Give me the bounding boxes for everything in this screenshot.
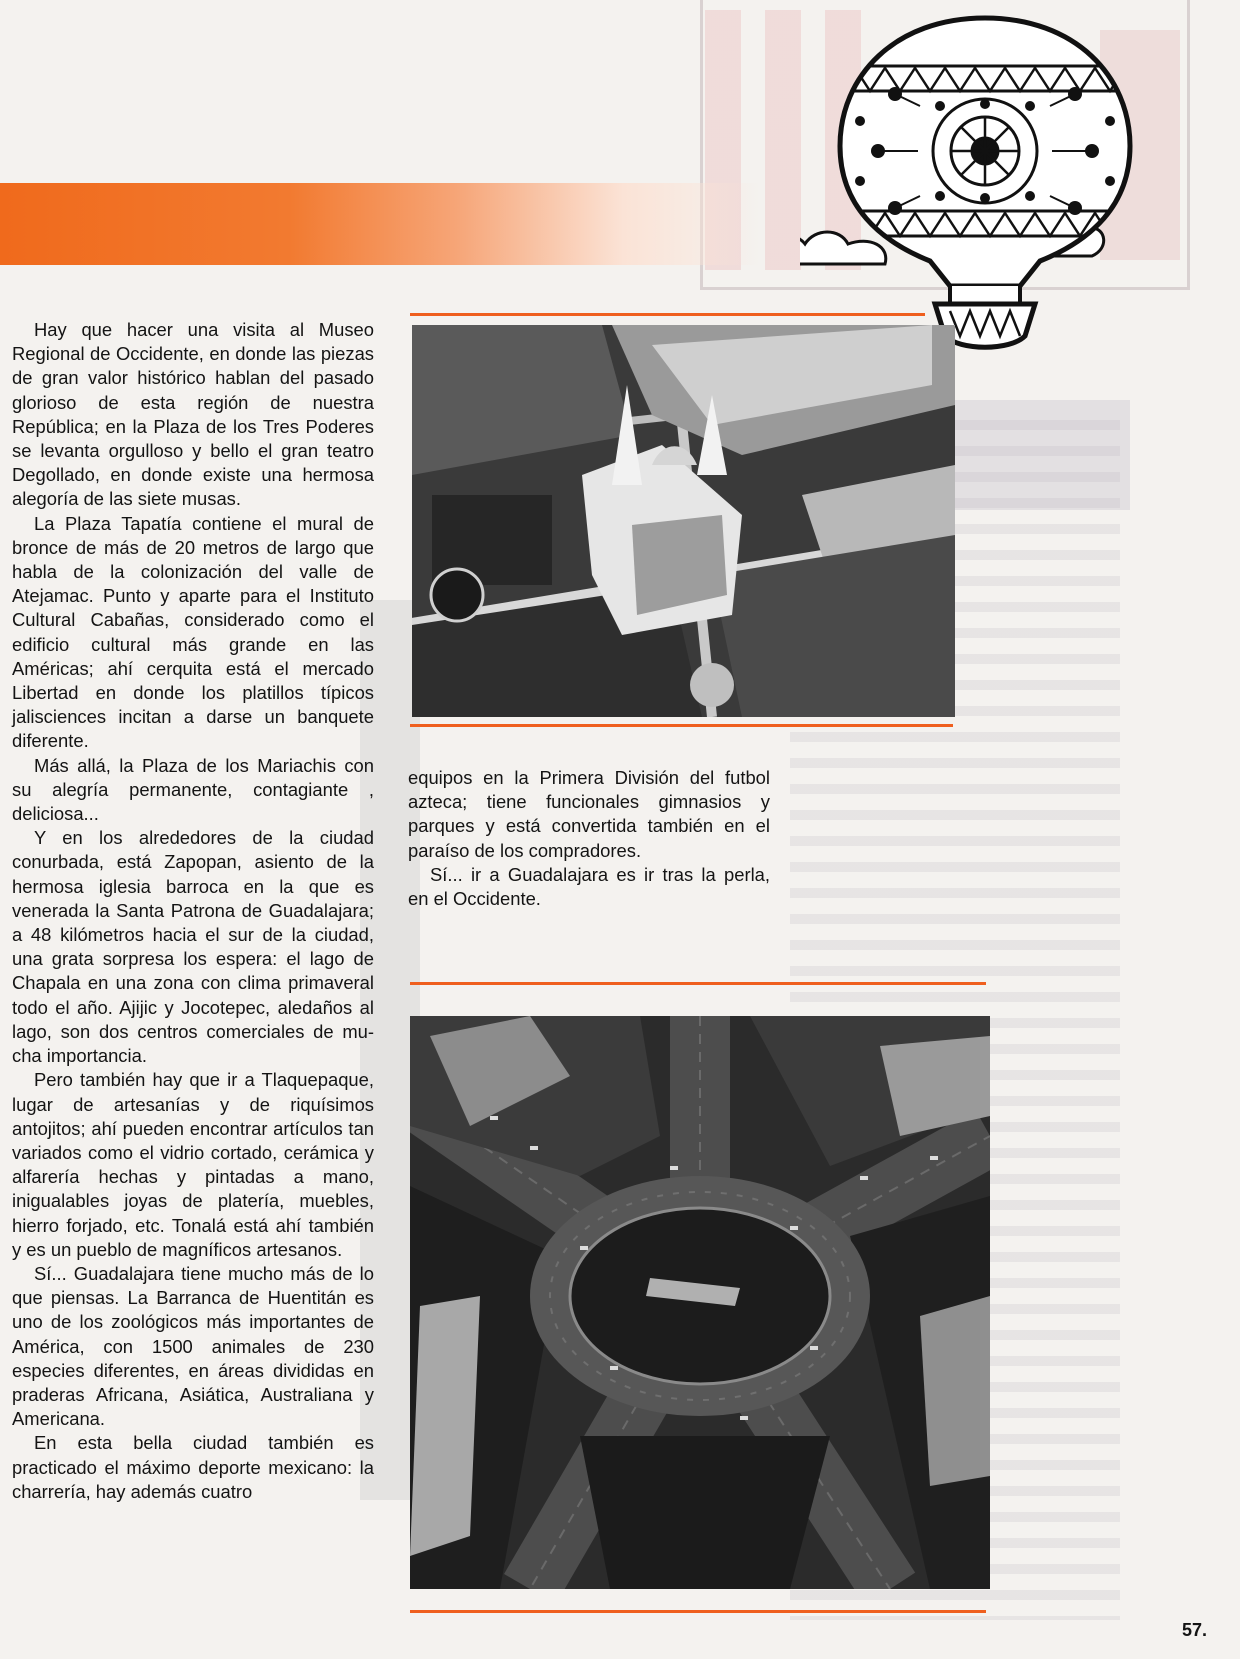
- orange-rule: [410, 1610, 986, 1613]
- page-number: 57.: [1181, 1620, 1207, 1640]
- orange-rule: [410, 982, 986, 985]
- paragraph: Sí... Guadalajara tiene mucho más de lo que piensas. La Barranca de Huentitán es uno de los zoológicos más importantes de América, con 1500 animales de 230 especies diferentes, en áreas divididas en praderas Africana, Asiática, Australiana y Americana.: [12, 1262, 374, 1430]
- aerial-cathedral-photo: [412, 325, 955, 717]
- middle-text-column: [408, 766, 770, 911]
- hot-air-balloon-illustration: [800, 6, 1170, 366]
- paragraph: equipos en la Primera División del futbol azteca; tiene funcionales gimnasios y parques y está convertida también en el paraíso de los compradores.: [408, 767, 770, 861]
- orange-banner: [0, 183, 760, 265]
- paragraph: Más allá, la Plaza de los Mariachis con su alegría permanente, contagiante , deliciosa...: [12, 754, 374, 825]
- paragraph: Y en los alrededores de la ciudad conurbada, está Zapopan, asiento de la hermosa iglesia barroca en la que es venerada la Santa Patrona de Guadalajara; a 48 kilómetros hacia el sur de la ciudad, una grata sorpresa los espera: el lago de Chapala en una zona con clima primaveral todo el año. Ajijic y Jocotepec, aledaños al lago, son dos centros comerciales de mucha importancia.: [12, 827, 374, 1067]
- paragraph: Pero también hay que ir a Tlaquepaque, lugar de artesanías y de riquísimos antojitos; ahí pueden encontrar artículos tan variados como el vidrio cortado, cerámica y alfarería hechas y pintadas a mano, inigualables joyas de platería, muebles, hierro forjado, etc. Tonalá está ahí también y es un pueblo de magníficos artesanos.: [12, 1069, 374, 1260]
- paragraph: Sí... ir a Guadalajara es ir tras la perla, en el Occidente.: [408, 863, 770, 910]
- paragraph: La Plaza Tapatía contiene el mural de bronce de más de 20 metros de largo que habla de la colonización del valle de Atejamac. Punto y aparte para el Instituto Cultural Cabañas, considerado como el edificio cultural más grande en las Américas; ahí cerquita está el mercado Libertad en donde los platillos típicos jalisciences incitan a darse un banquete diferente.: [12, 512, 374, 752]
- paragraph: En esta bella ciudad también es practicado el máximo deporte mexicano: la charrería, hay además cuatro: [12, 1432, 374, 1502]
- paragraph: Hay que hacer una visita al Museo Regional de Occidente, en donde las piezas de gran valor histórico hablan del pasado glorioso de esta región de nuestra República; en la Plaza de los Tres Poderes se levanta orgulloso y bello el gran teatro Degollado, en donde existe una hermosa alegoría de las siete musas.: [12, 319, 374, 510]
- left-text-column: [12, 318, 374, 1504]
- orange-rule: [410, 724, 953, 727]
- orange-rule: [410, 313, 925, 316]
- aerial-roundabout-photo: [410, 1016, 990, 1589]
